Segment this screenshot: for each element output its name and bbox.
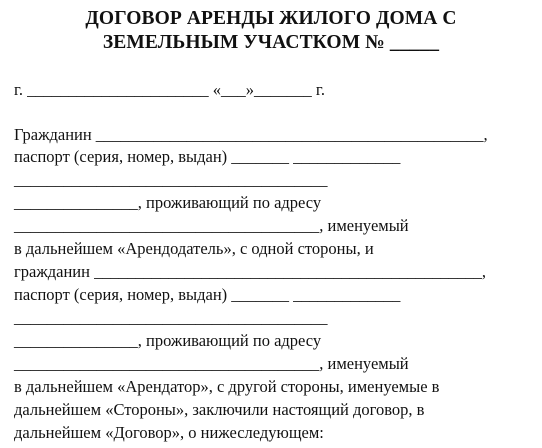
parties-definition-line: дальнейшем «Стороны», заключили настоящий договор, в	[14, 400, 425, 419]
tenant-name-line: гражданин _______________________________________________,	[14, 262, 486, 281]
document-title-line-2: ЗЕМЕЛЬНЫМ УЧАСТКОМ № _____	[102, 32, 440, 53]
landlord-passport-continuation-line: ______________________________________	[14, 170, 328, 189]
landlord-name-line: Гражданин _______________________________________________,	[14, 125, 488, 144]
tenant-role-line: в дальнейшем «Арендатор», с другой стороны, именуемые в	[14, 377, 440, 396]
landlord-address-line: _______________, проживающий по адресу	[14, 193, 322, 212]
landlord-address-continuation-line: _____________________________________, именуемый	[14, 216, 409, 235]
landlord-role-line: в дальнейшем «Арендодатель», с одной стороны, и	[14, 239, 374, 258]
tenant-passport-continuation-line: ______________________________________	[14, 308, 328, 327]
city-date-line: г. ______________________ «___»_______ г.	[14, 80, 325, 99]
agreement-definition-line: дальнейшем «Договор», о нижеследующем:	[14, 423, 324, 442]
document-title-line-1: ДОГОВОР АРЕНДЫ ЖИЛОГО ДОМА С	[85, 8, 457, 29]
tenant-passport-line: паспорт (серия, номер, выдан) _______ _____________	[14, 285, 401, 304]
landlord-passport-line: паспорт (серия, номер, выдан) _______ _____________	[14, 147, 401, 166]
tenant-address-continuation-line: _____________________________________, именуемый	[14, 354, 409, 373]
tenant-address-line: _______________, проживающий по адресу	[14, 331, 322, 350]
